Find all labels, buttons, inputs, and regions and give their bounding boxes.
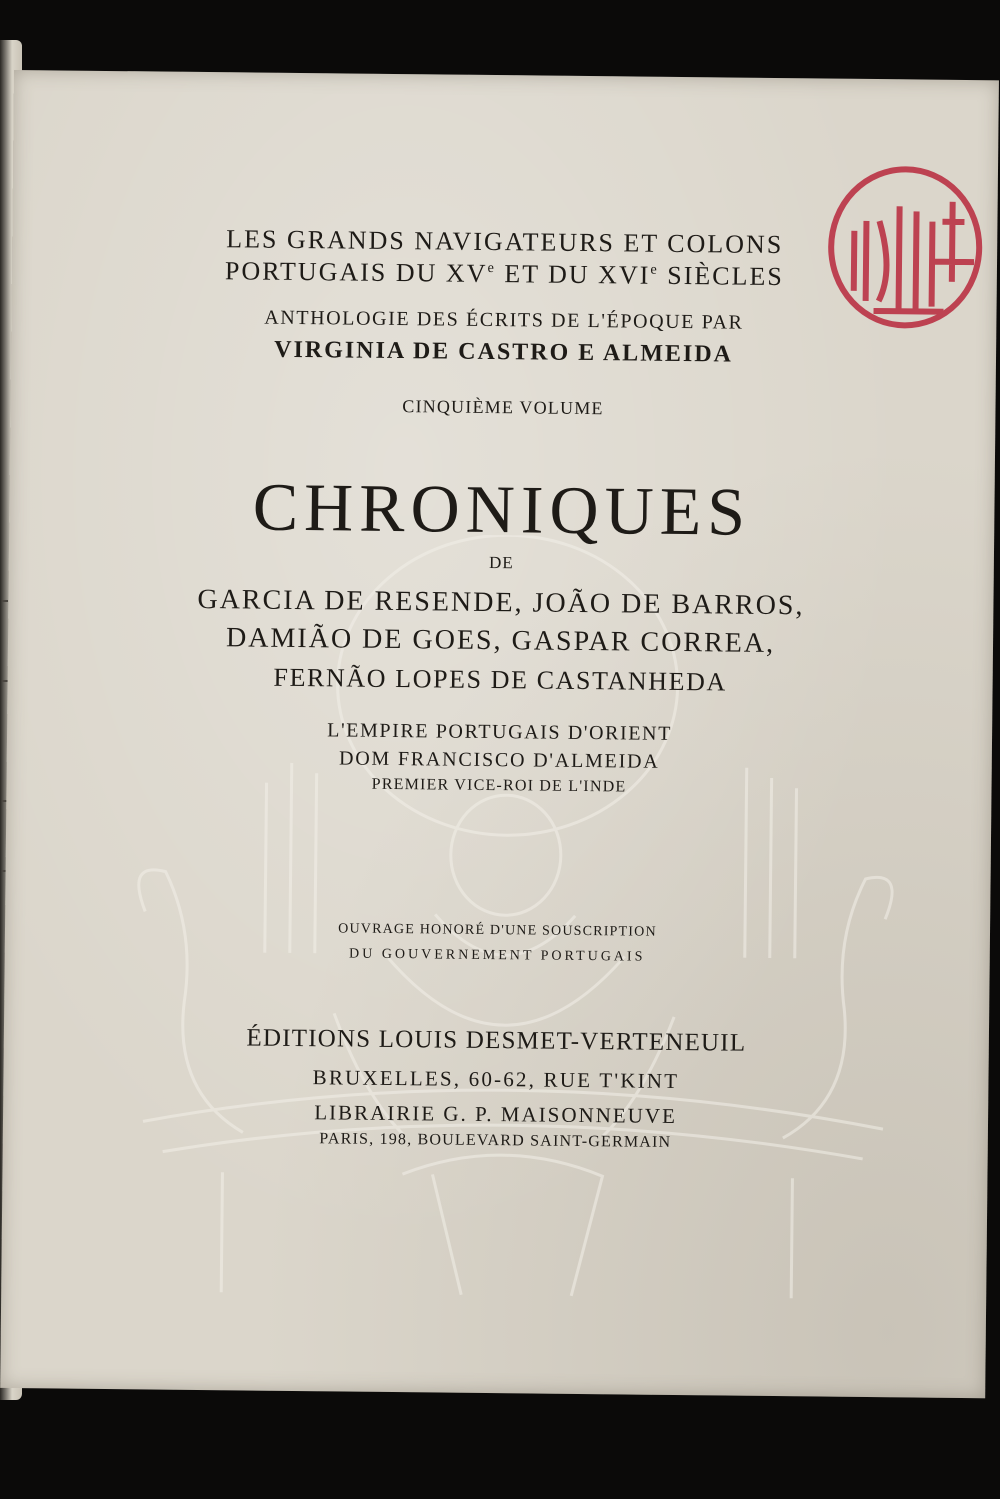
authors-line-3: FERNÃO LOPES DE CASTANHEDA: [273, 662, 727, 697]
publisher-name: ÉDITIONS LOUIS DESMET-VERTENEUIL: [246, 1024, 747, 1057]
editor-name: VIRGINIA DE CASTRO E ALMEIDA: [274, 336, 734, 368]
bookseller-name: LIBRAIRIE G. P. MAISONNEUVE: [314, 1100, 678, 1128]
de-label: DE: [488, 553, 514, 573]
subtitle-line-1: L'EMPIRE PORTUGAIS D'ORIENT: [327, 719, 673, 745]
authors-line-1: GARCIA DE RESENDE, JOÃO DE BARROS,: [197, 583, 805, 622]
main-title: CHRONIQUES: [252, 468, 752, 550]
series-title-line-2: PORTUGAIS DU XVe ET DU XVIe SIÈCLES: [224, 256, 784, 292]
authors-line-2: DAMIÃO DE GOES, GASPAR CORREA,: [225, 622, 776, 660]
title-page: [0, 70, 999, 1398]
honor-line-2: DU GOUVERNEMENT PORTUGAIS: [348, 946, 646, 965]
volume-label: CINQUIÈME VOLUME: [402, 396, 604, 419]
bookseller-address: PARIS, 198, BOULEVARD SAINT-GERMAIN: [319, 1130, 672, 1151]
subtitle-line-2: DOM FRANCISCO D'ALMEIDA: [338, 747, 660, 773]
honor-line-1: OUVRAGE HONORÉ D'UNE SOUSCRIPTION: [338, 921, 657, 940]
publisher-address: BRUXELLES, 60-62, RUE T'KINT: [312, 1065, 680, 1094]
subtitle-line-3: PREMIER VICE-ROI DE L'INDE: [371, 775, 627, 796]
anthology-line: ANTHOLOGIE DES ÉCRITS DE L'ÉPOQUE PAR: [264, 306, 744, 334]
series-title-line-1: LES GRANDS NAVIGATEURS ET COLONS: [226, 224, 784, 260]
